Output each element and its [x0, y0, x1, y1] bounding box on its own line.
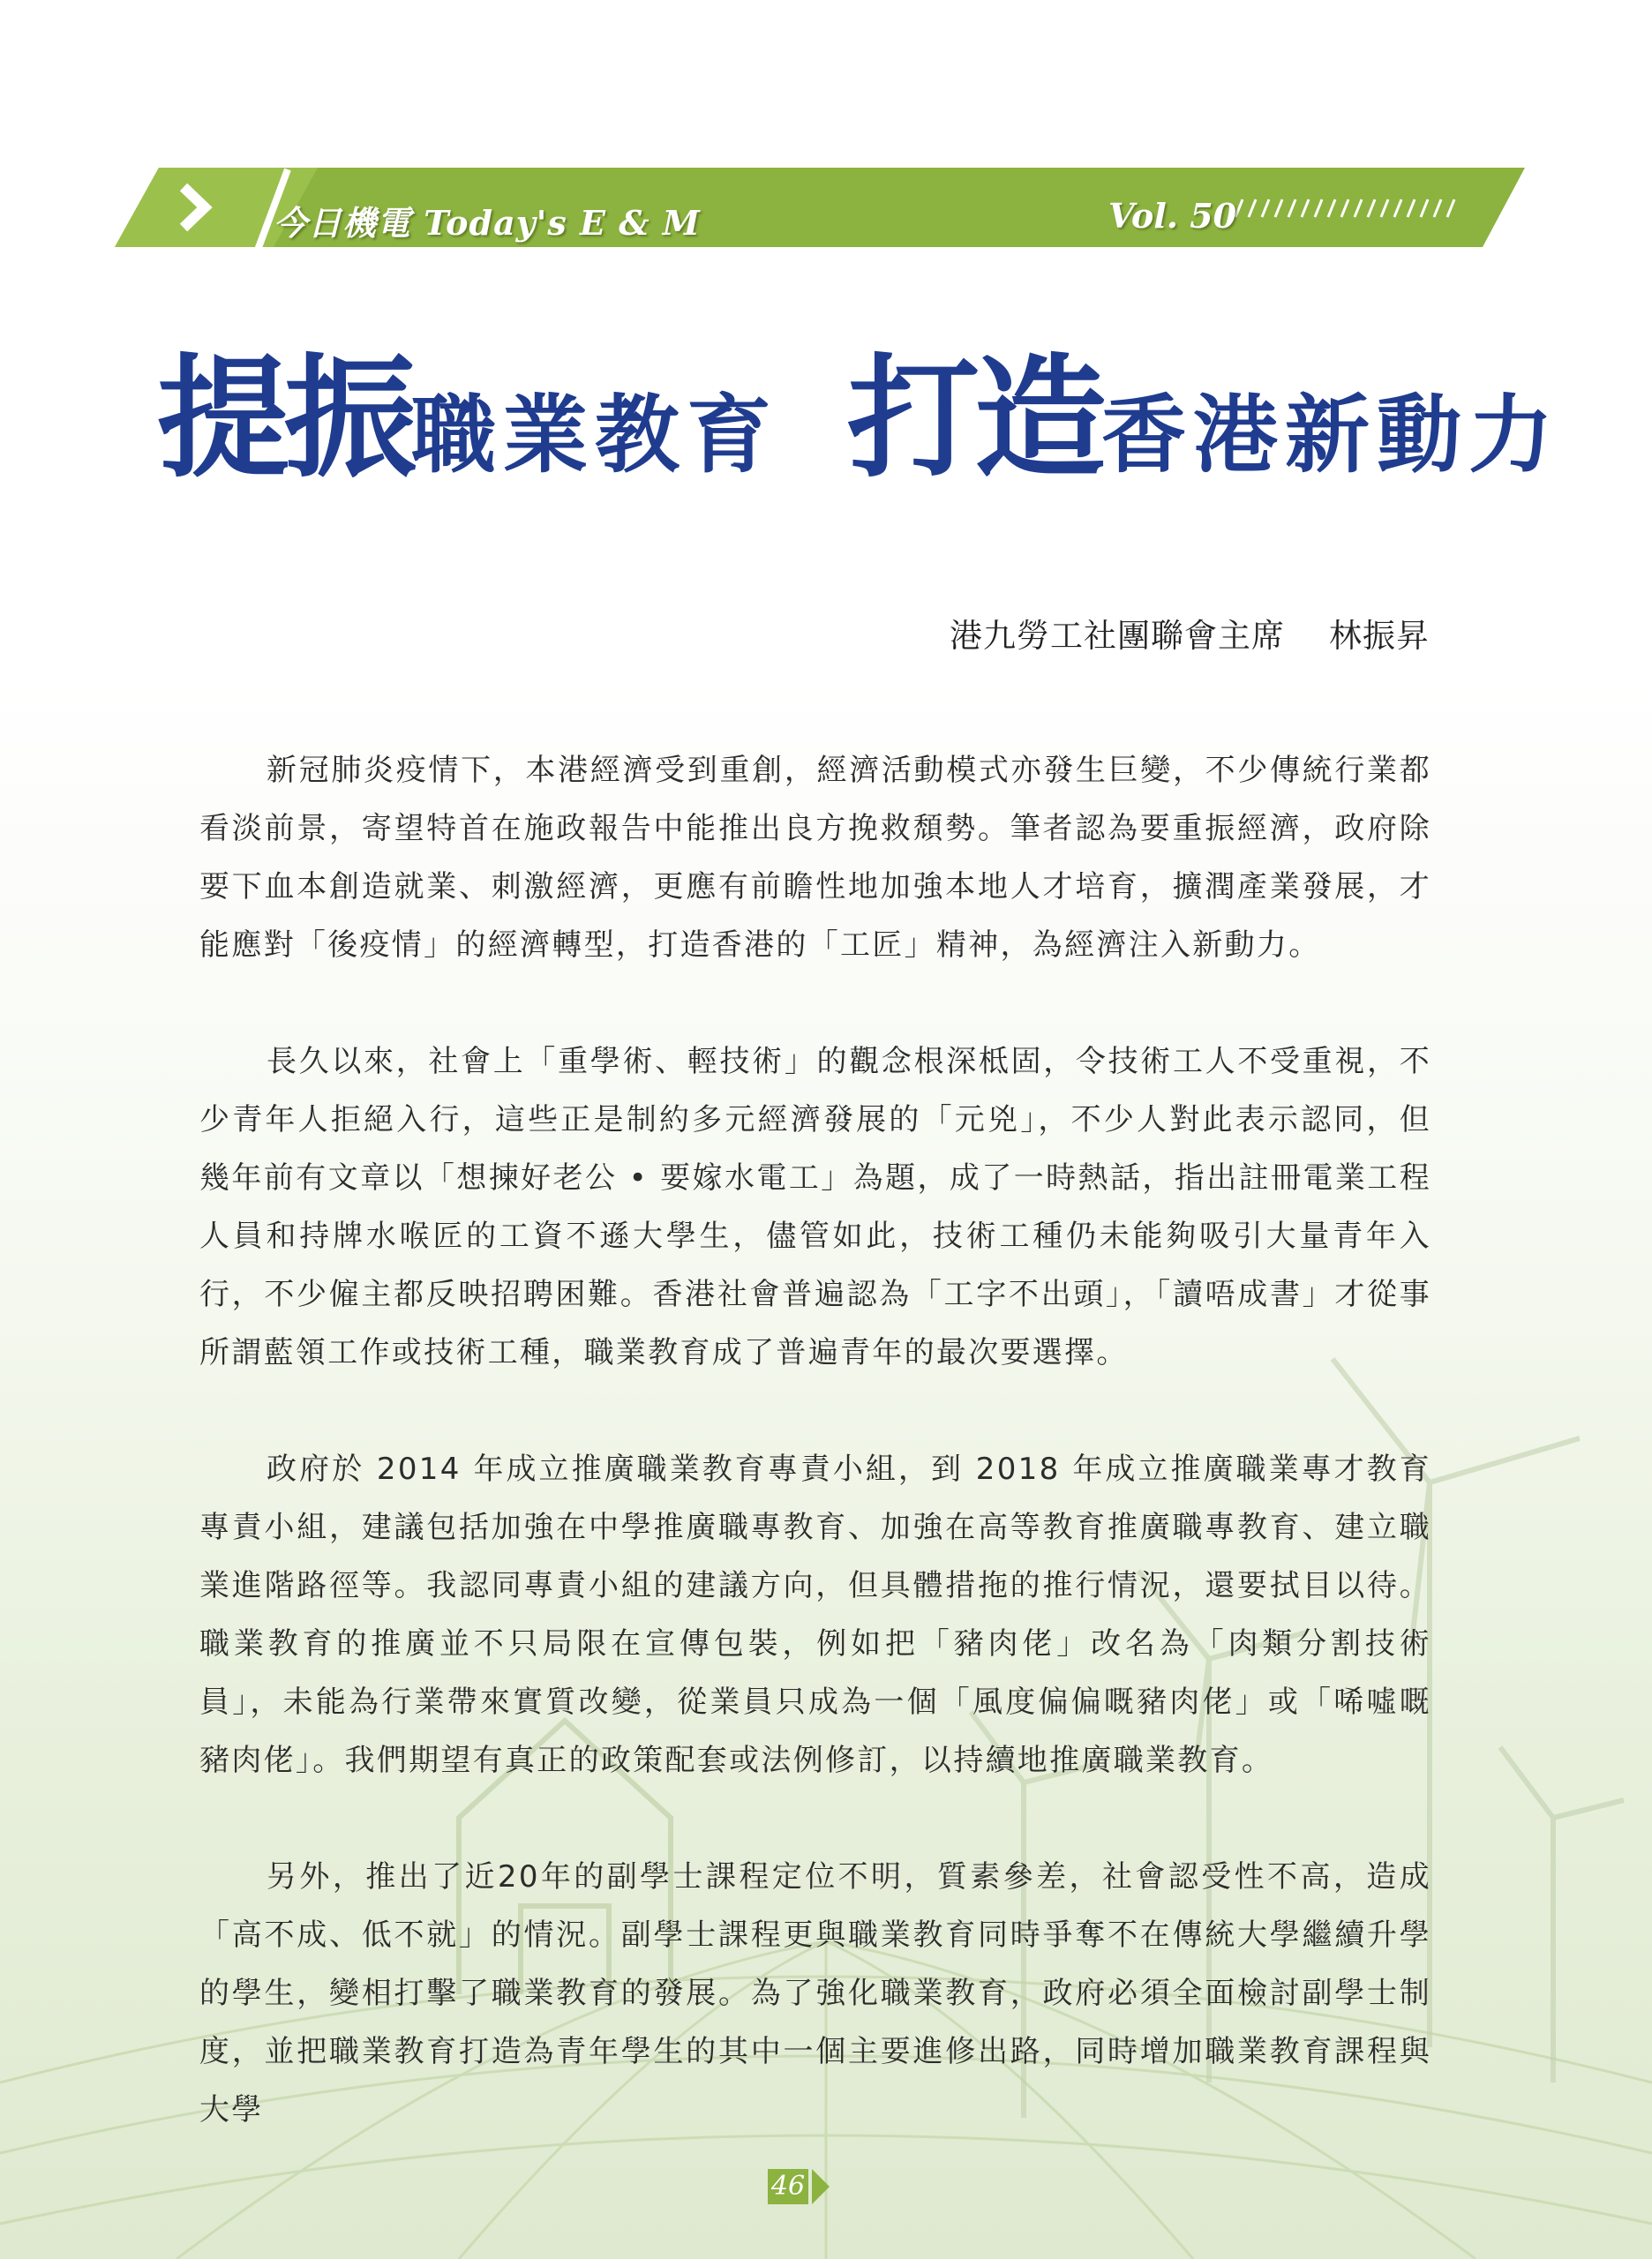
article-paragraph-3: 政府於 2014 年成立推廣職業教育專責小組，到 2018 年成立推廣職業專才教育專責小組，建議包括加強在中學推廣職專教育、加強在高等教育推廣職專教育、建立職業進階路徑等。我認同專責小組的建議方向，但具體措拖的推行情況，還要拭目以待。職業教育的推廣並不只局限在宣傳包裝，例如把「豬肉佬」改名為「肉類分割技術員」，未能為行業帶來實質改變，從業員只成為一個「風度偏偏嘅豬肉佬」或「唏噓嘅豬肉佬」。我們期望有真正的政策配套或法例修訂，以持續地推廣職業教育。: [199, 1452, 1431, 1778]
author-byline: [950, 609, 1430, 657]
article-paragraph-4: 另外，推出了近20年的副學士課程定位不明，質素參差，社會認受性不高，造成「高不成、低不就」的情況。副學士課程更與職業教育同時爭奪不在傳統大學繼續升學的學生，變相打擊了職業教育的發展。為了強化職業教育，政府必須全面檢討副學士制度，並把職業教育打造為青年學生的其中一個主要進修出路，同時增加職業教育課程與大學: [199, 1859, 1431, 2128]
volume-label: Vol. 50: [1108, 196, 1237, 236]
page-number-badge: [766, 2167, 831, 2206]
page-number: 46: [770, 2171, 806, 2202]
article-paragraph-1: 新冠肺炎疫情下，本港經濟受到重創，經濟活動模式亦發生巨變，不少傳統行業都看淡前景，寄望特首在施政報告中能推出良方挽救頹勢。筆者認為要重振經濟，政府除要下血本創造就業、刺激經濟，更應有前瞻性地加強本地人才培育，擴潤產業發展，才能應對「後疫情」的經濟轉型，打造香港的「工匠」精神，為經濟注入新動力。: [199, 753, 1431, 963]
article-body: [199, 741, 1431, 2197]
title-part2-big: 打造: [847, 342, 1102, 496]
author-name: 林振昇: [1329, 617, 1430, 655]
title-part1-big: 提振: [157, 342, 412, 496]
title-part2-small: 香港新動力: [1101, 386, 1561, 484]
magazine-title: 今日機電 Today's E & M: [274, 203, 701, 243]
title-part1-small: 職業教育: [411, 386, 779, 484]
article-title: [157, 342, 1561, 496]
author-org: 港九勞工社團聯會主席: [950, 617, 1285, 655]
article-paragraph-2: 長久以來，社會上「重學術、輕技術」的觀念根深柢固，令技術工人不受重視，不少青年人拒絕入行，這些正是制約多元經濟發展的「元兇」，不少人對此表示認同，但幾年前有文章以「想揀好老公 • 要嫁水電工」為題，成了一時熱話，指出註冊電業工程人員和持牌水喉匠的工資不遜大學生，儘管如此，技術工種仍未能夠吸引大量青年入行，不少僱主都反映招聘困難。香港社會普遍認為「工字不出頭」，「讀唔成書」才從事所謂藍領工作或技術工種，職業教育成了普遍青年的最次要選擇。: [199, 1044, 1431, 1370]
